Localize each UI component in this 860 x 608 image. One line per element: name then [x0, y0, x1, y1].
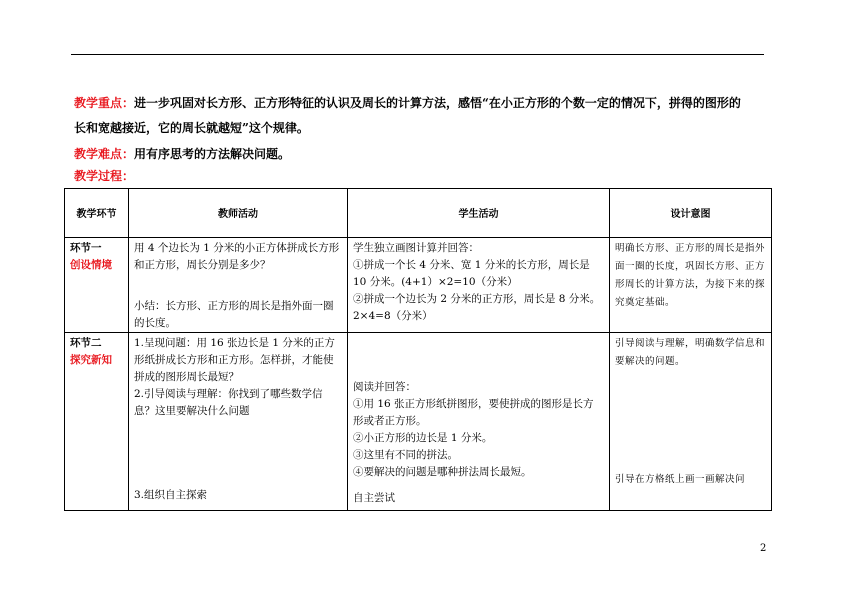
key-point-text-1: 进一步巩固对长方形、正方形特征的认识及周长的计算方法，感悟“在小正方形的个数一定的情况下，拼得的图形的	[134, 96, 741, 110]
key-point-label: 教学重点：	[74, 96, 135, 110]
header-teacher: 教师活动	[129, 189, 348, 238]
stage-number: 环节一	[70, 242, 102, 254]
table-row	[65, 333, 772, 511]
student-answer-2: ②拼成一个边长为 2 分米的正方形，周长是 8 分米。2×4=8（分米）	[353, 293, 601, 322]
stage-name: 创设情境	[70, 259, 112, 271]
teacher-cell	[129, 333, 348, 511]
student-answer-3: ③这里有不同的拼法。	[353, 449, 458, 461]
table-header-row	[65, 189, 772, 238]
intent-text-1: 引导阅读与理解，明确数学信息和要解决的问题。	[615, 338, 766, 367]
header-intent: 设计意图	[610, 189, 772, 238]
difficulty-line	[74, 142, 290, 166]
teacher-cell	[129, 238, 348, 333]
page-number: 2	[760, 543, 767, 554]
student-intro: 阅读并回答：	[353, 381, 416, 393]
teacher-step-3: 3.组织自主探索	[134, 489, 208, 501]
teacher-step-1: 1.呈现问题：用 16 张边长是 1 分米的正方形纸拼成长方形和正方形。怎样拼，才能使拼成的图形周长最短？	[134, 337, 335, 383]
difficulty-label: 教学难点：	[74, 147, 135, 161]
intent-cell	[610, 333, 772, 511]
teacher-summary: 小结：长方形、正方形的周长是指外面一圈的长度。	[134, 300, 334, 329]
student-answer-4: ④要解决的问题是哪种拼法周长最短。	[353, 466, 532, 478]
intent-text: 明确长方形、正方形的周长是指外面一圈的长度，巩固长方形、正方形周长的计算方法，为接下来的探究奠定基础。	[615, 243, 766, 308]
intent-text-2: 引导在方格纸上画一画解决问	[615, 474, 746, 485]
student-intro: 学生独立画图计算并回答：	[353, 242, 479, 254]
process-line	[74, 164, 134, 188]
student-answer-1: ①用 16 张正方形纸拼图形，要使拼成的图形是长方形或者正方形。	[353, 398, 594, 427]
header-student: 学生活动	[348, 189, 610, 238]
student-cell	[348, 333, 610, 511]
lesson-table	[64, 188, 772, 511]
stage-name: 探究新知	[70, 354, 112, 366]
key-point-line-1	[74, 91, 741, 115]
difficulty-text: 用有序思考的方法解决问题。	[134, 147, 291, 161]
student-answer-5: 自主尝试	[353, 492, 395, 504]
key-point-line-2: 长和宽越接近，它的周长就越短”这个规律。	[74, 121, 309, 135]
teacher-question: 用 4 个边长为 1 分米的小正方体拼成长方形和正方形，周长分别是多少？	[134, 242, 340, 271]
header-rule	[71, 54, 764, 55]
stage-cell	[65, 238, 129, 333]
student-answer-2: ②小正方形的边长是 1 分米。	[353, 432, 493, 444]
stage-number: 环节二	[70, 337, 102, 349]
table-row	[65, 238, 772, 333]
student-cell	[348, 238, 610, 333]
teacher-step-2: 2.引导阅读与理解：你找到了哪些数学信息？这里要解决什么问题	[134, 388, 323, 417]
process-label: 教学过程：	[74, 169, 135, 183]
stage-cell	[65, 333, 129, 511]
header-stage: 教学环节	[65, 189, 129, 238]
intent-cell	[610, 238, 772, 333]
student-answer-1: ①拼成一个长 4 分米、宽 1 分米的长方形，周长是 10 分米。(4+1）×2=10（分米）	[353, 259, 590, 288]
